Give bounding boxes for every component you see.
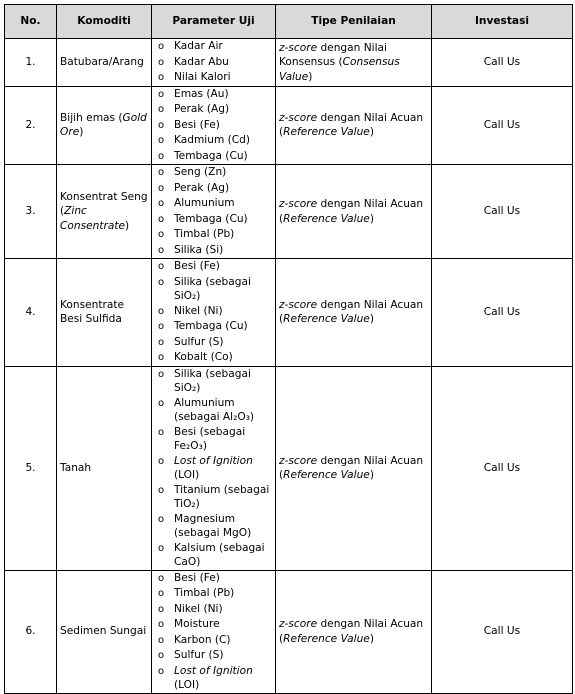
loi-suffix: (LOI) [174, 679, 200, 691]
zscore-text: z-score [279, 41, 318, 54]
list-item [154, 118, 272, 134]
param-label: Moisture [174, 618, 220, 630]
tipe-text: dengan Nilai Acuan ( [279, 454, 424, 481]
header-row [5, 5, 573, 39]
parameter-cell [152, 165, 276, 259]
list-item [154, 304, 272, 320]
parameter-cell [152, 259, 276, 367]
list-item [154, 617, 272, 633]
bullet-icon [154, 227, 174, 243]
header-parameter-uji: Parameter Uji [152, 5, 276, 39]
param-label: Nikel (Ni) [174, 304, 223, 317]
param-label: Nikel (Ni) [174, 602, 223, 615]
paren-close: ) [369, 126, 374, 139]
paren-close: ) [308, 70, 313, 83]
param-label: Besi (sebagai Fe₂O₃) [174, 425, 246, 452]
value-type-text: Reference Value [283, 469, 370, 481]
bullet-icon [154, 602, 174, 618]
param-label: Silika (Si) [174, 243, 224, 256]
param-label: Silika (sebagai SiO₂) [174, 367, 251, 394]
list-item [154, 648, 272, 664]
paren-close: ) [369, 632, 374, 645]
komoditi-name: Bijih emas ( [60, 111, 123, 124]
zscore-text: z-score [279, 454, 318, 467]
investasi-cell: Call Us [432, 86, 573, 165]
bullet-icon [154, 275, 174, 291]
komoditi-cell [57, 259, 152, 367]
bullet-icon [154, 512, 174, 528]
list-item [154, 602, 272, 618]
commodity-table [4, 4, 573, 694]
bullet-icon [154, 165, 174, 181]
loi-italic: Lost of Ignition [174, 664, 253, 677]
bullet-icon [154, 304, 174, 320]
list-item [154, 70, 272, 86]
list-item [154, 586, 272, 602]
bullet-icon [154, 664, 174, 680]
bullet-icon [154, 350, 174, 366]
table-row [5, 366, 573, 570]
zscore-text: z-score [279, 618, 318, 630]
table-row [5, 39, 573, 87]
param-label: Timbal (Pb) [174, 228, 235, 240]
value-type-text: Reference Value [283, 126, 370, 139]
bullet-icon [154, 648, 174, 664]
loi-suffix: (LOI) [174, 469, 200, 481]
bullet-icon [154, 586, 174, 602]
parameter-list [154, 165, 272, 258]
param-label: Kobalt (Co) [174, 351, 233, 363]
list-item [154, 367, 272, 396]
param-label: Magnesium (sebagai MgO) [174, 512, 252, 539]
param-label: Besi (Fe) [174, 260, 220, 272]
paren-close: ) [369, 313, 374, 326]
zscore-text: z-score [279, 111, 318, 124]
param-label: Silika (sebagai SiO₂) [174, 275, 251, 302]
bullet-icon [154, 102, 174, 118]
list-item [154, 425, 272, 454]
list-item [154, 165, 272, 181]
tipe-penilaian-cell [276, 39, 432, 87]
bullet-icon [154, 55, 174, 71]
paren-close: ) [125, 219, 130, 232]
list-item [154, 541, 272, 570]
param-label: Alumunium (sebagai Al₂O₃) [174, 396, 255, 423]
table-row [5, 165, 573, 259]
parameter-cell [152, 86, 276, 165]
loi-italic: Lost of Ignition [174, 454, 253, 467]
param-label: Kalsium (sebagai CaO) [174, 541, 265, 568]
table-row [5, 86, 573, 165]
row-number: 1. [5, 39, 57, 87]
list-item [154, 87, 272, 103]
param-label: Timbal (Pb) [174, 587, 235, 599]
list-item [154, 227, 272, 243]
bullet-icon [154, 319, 174, 335]
tipe-penilaian-cell [276, 165, 432, 259]
komoditi-english: Gold Ore [60, 111, 147, 139]
komoditi-cell [57, 39, 152, 87]
parameter-list [154, 39, 272, 86]
komoditi-cell [57, 366, 152, 570]
header-no: No. [5, 5, 57, 39]
list-item [154, 454, 272, 483]
list-item [154, 483, 272, 512]
bullet-icon [154, 633, 174, 649]
row-number: 5. [5, 366, 57, 570]
tipe-text: dengan Nilai Acuan ( [279, 618, 424, 645]
list-item [154, 512, 272, 541]
list-item [154, 319, 272, 335]
parameter-list [154, 571, 272, 693]
param-label: Alumunium [174, 197, 235, 209]
parameter-list [154, 259, 272, 366]
row-number: 2. [5, 86, 57, 165]
tipe-penilaian-cell [276, 570, 432, 693]
paren-close: ) [369, 212, 374, 225]
param-label: Kadmium (Cd) [174, 134, 251, 146]
zscore-text: z-score [279, 298, 318, 311]
param-label: Besi (Fe) [174, 118, 220, 131]
param-label: Emas (Au) [174, 87, 229, 100]
paren-close: ) [79, 126, 84, 139]
param-label [174, 454, 272, 483]
bullet-icon [154, 571, 174, 587]
bullet-icon [154, 335, 174, 351]
paren-close: ) [369, 469, 374, 481]
tipe-text: dengan Nilai Acuan ( [279, 198, 424, 225]
list-item [154, 133, 272, 149]
komoditi-name: Konsentrate Besi Sulfida [60, 298, 125, 326]
bullet-icon [154, 212, 174, 228]
bullet-icon [154, 541, 174, 557]
bullet-icon [154, 367, 174, 383]
bullet-icon [154, 70, 174, 86]
table-row [5, 259, 573, 367]
value-type-text: Reference Value [283, 313, 370, 326]
list-item [154, 350, 272, 366]
param-label: Tembaga (Cu) [174, 212, 248, 225]
bullet-icon [154, 196, 174, 212]
row-number: 3. [5, 165, 57, 259]
investasi-cell: Call Us [432, 165, 573, 259]
tipe-text: dengan Nilai Konsensus ( [279, 41, 387, 68]
bullet-icon [154, 396, 174, 412]
value-type-text: Reference Value [283, 632, 370, 645]
parameter-cell [152, 39, 276, 87]
investasi-cell: Call Us [432, 259, 573, 367]
param-label: Tembaga (Cu) [174, 149, 248, 162]
investasi-cell: Call Us [432, 39, 573, 87]
list-item [154, 396, 272, 425]
bullet-icon [154, 617, 174, 633]
parameter-cell [152, 570, 276, 693]
header-tipe-penilaian: Tipe Penilaian [276, 5, 432, 39]
komoditi-cell [57, 165, 152, 259]
zscore-text: z-score [279, 198, 318, 210]
investasi-cell: Call Us [432, 366, 573, 570]
list-item [154, 212, 272, 228]
bullet-icon [154, 87, 174, 103]
tipe-text: dengan Nilai Acuan ( [279, 111, 424, 139]
list-item [154, 39, 272, 55]
tipe-penilaian-cell [276, 366, 432, 570]
list-item [154, 633, 272, 649]
list-item [154, 275, 272, 304]
param-label: Besi (Fe) [174, 571, 220, 584]
param-label: Seng (Zn) [174, 166, 227, 178]
list-item [154, 259, 272, 275]
header-komoditi: Komoditi [57, 5, 152, 39]
bullet-icon [154, 454, 174, 470]
parameter-cell [152, 366, 276, 570]
list-item [154, 149, 272, 165]
param-label [174, 664, 272, 693]
komoditi-cell [57, 86, 152, 165]
row-number: 6. [5, 570, 57, 693]
komoditi-name: Sedimen Sungai [60, 625, 147, 638]
param-label: Titanium (sebagai TiO₂) [174, 483, 270, 510]
komoditi-name: Tanah [60, 461, 92, 474]
parameter-list [154, 367, 272, 570]
bullet-icon [154, 259, 174, 275]
param-label: Perak (Ag) [174, 181, 230, 194]
param-label: Karbon (C) [174, 633, 231, 646]
tipe-text: dengan Nilai Acuan ( [279, 298, 424, 326]
list-item [154, 664, 272, 693]
header-investasi: Investasi [432, 5, 573, 39]
value-type-text: Reference Value [283, 212, 370, 225]
bullet-icon [154, 149, 174, 165]
investasi-cell: Call Us [432, 570, 573, 693]
bullet-icon [154, 181, 174, 197]
komoditi-name: Konsentrat Seng ( [60, 190, 148, 218]
bullet-icon [154, 39, 174, 55]
list-item [154, 243, 272, 259]
value-type-text: Consensus Value [279, 56, 400, 83]
tipe-penilaian-cell [276, 259, 432, 367]
list-item [154, 55, 272, 71]
bullet-icon [154, 425, 174, 441]
list-item [154, 335, 272, 351]
param-label: Kadar Abu [174, 55, 229, 68]
komoditi-cell [57, 570, 152, 693]
param-label: Kadar Air [174, 40, 223, 52]
list-item [154, 102, 272, 118]
komoditi-english: Zinc Consentrate [60, 205, 126, 232]
parameter-list [154, 87, 272, 165]
komoditi-name: Batubara/Arang [60, 56, 144, 68]
row-number: 4. [5, 259, 57, 367]
param-label: Nilai Kalori [174, 71, 231, 83]
tipe-penilaian-cell [276, 86, 432, 165]
bullet-icon [154, 118, 174, 134]
bullet-icon [154, 243, 174, 259]
param-label: Perak (Ag) [174, 103, 230, 115]
list-item [154, 571, 272, 587]
param-label: Tembaga (Cu) [174, 320, 248, 332]
param-label: Sulfur (S) [174, 649, 224, 661]
param-label: Sulfur (S) [174, 335, 224, 348]
table-row [5, 570, 573, 693]
list-item [154, 181, 272, 197]
bullet-icon [154, 133, 174, 149]
list-item [154, 196, 272, 212]
bullet-icon [154, 483, 174, 499]
